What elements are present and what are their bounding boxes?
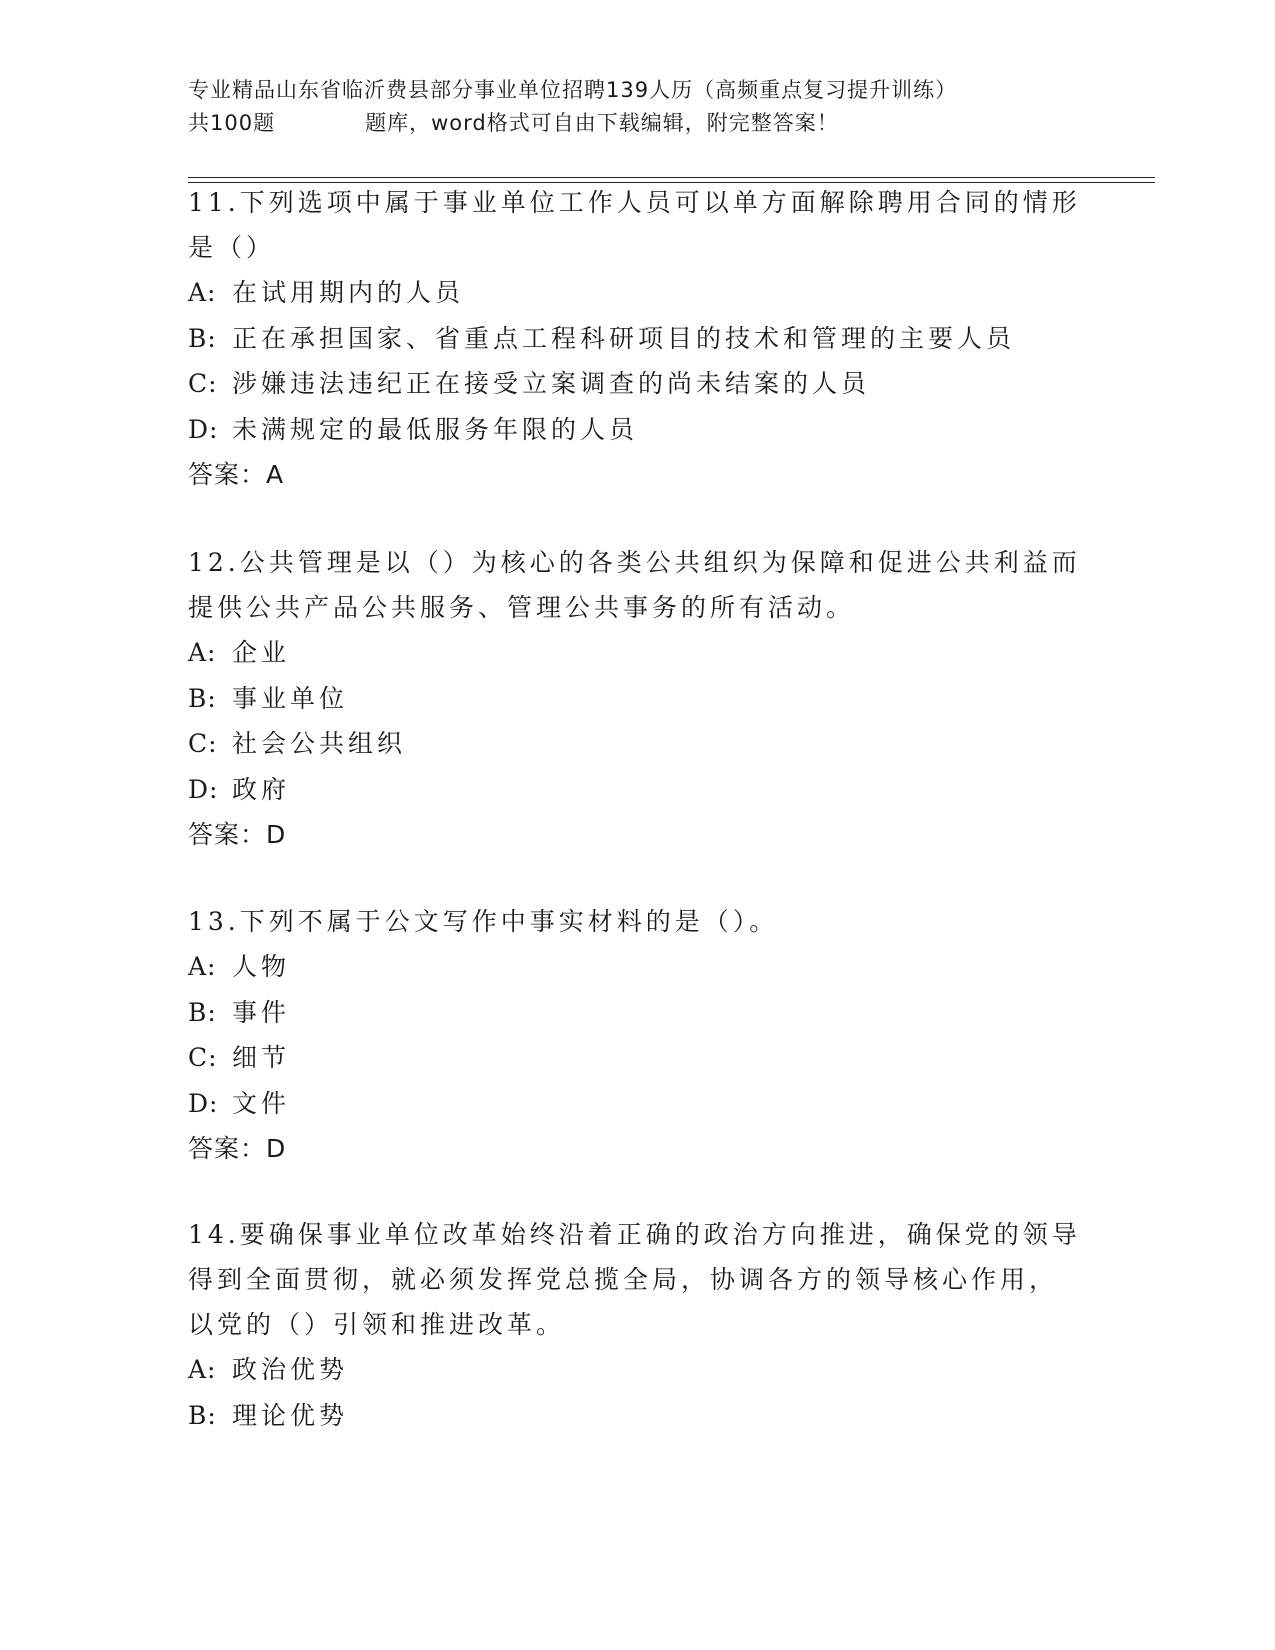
question-stem-line: 得到全面贯彻，就必须发挥党总揽全局，协调各方的领导核心作用， [188, 1265, 1059, 1294]
question-12 [188, 540, 1088, 858]
option-b [188, 990, 1088, 1036]
option-b [188, 676, 1088, 722]
option-letter: C: [188, 1043, 218, 1072]
document-header [188, 74, 1088, 140]
option-text: 政治优势 [232, 1355, 349, 1384]
option-letter: B: [188, 997, 217, 1027]
option-letter: A: [188, 1355, 217, 1384]
option-d [188, 407, 1088, 453]
header-divider-top [188, 177, 1155, 178]
option-text: 涉嫌违法违纪正在接受立案调查的尚未结案的人员 [232, 369, 871, 398]
question-stem-line: 14.要确保事业单位改革始终沿着正确的政治方向推进，确保党的领导 [188, 1220, 1081, 1249]
option-text: 政府 [232, 774, 291, 804]
option-text: 理论优势 [232, 1400, 349, 1430]
header-title: 专业精品山东省临沂费县部分事业单位招聘139人历（高频重点复习提升训练） [188, 78, 958, 102]
question-stem-line: 是（） [188, 233, 276, 262]
option-letter: B: [188, 1400, 217, 1430]
option-letter: D: [188, 414, 219, 444]
option-text: 事件 [232, 997, 291, 1027]
option-a [188, 270, 1088, 316]
question-13 [188, 899, 1088, 1172]
option-a [188, 630, 1088, 676]
question-11 [188, 180, 1088, 498]
answer-line: 答案：A [188, 460, 285, 489]
option-text: 社会公共组织 [232, 729, 407, 758]
option-letter: A: [188, 638, 217, 667]
option-a [188, 1347, 1088, 1393]
option-letter: D: [188, 774, 219, 804]
option-letter: A: [188, 952, 217, 981]
option-c [188, 721, 1088, 767]
option-d [188, 1081, 1088, 1127]
option-text: 企业 [232, 638, 291, 667]
option-c [188, 361, 1088, 407]
option-text: 未满规定的最低服务年限的人员 [232, 414, 639, 444]
header-question-count: 共100题 [188, 111, 276, 135]
option-d [188, 767, 1088, 813]
question-stem-line: 12.公共管理是以（）为核心的各类公共组织为保障和促进公共利益而 [188, 548, 1081, 577]
option-c [188, 1035, 1088, 1081]
option-text: 在试用期内的人员 [232, 278, 465, 307]
option-letter: B: [188, 323, 217, 353]
question-stem-line: 以党的（）引领和推进改革。 [188, 1310, 566, 1339]
question-stem-line: 11.下列选项中属于事业单位工作人员可以单方面解除聘用合同的情形 [188, 188, 1081, 217]
option-b [188, 316, 1088, 362]
question-stem-line: 提供公共产品公共服务、管理公共事务的所有活动。 [188, 593, 856, 622]
option-a [188, 944, 1088, 990]
answer-line: 答案：D [188, 820, 287, 849]
option-text: 细节 [232, 1043, 291, 1072]
option-b [188, 1393, 1088, 1439]
option-text: 事业单位 [232, 683, 349, 713]
header-subtitle [188, 107, 1088, 140]
option-letter: D: [188, 1088, 219, 1118]
option-letter: B: [188, 683, 217, 713]
header-description: 题库，word格式可自由下载编辑，附完整答案！ [365, 111, 839, 135]
option-text: 人物 [232, 952, 291, 981]
option-letter: A: [188, 278, 217, 307]
question-stem-line: 13.下列不属于公文写作中事实材料的是（）。 [188, 907, 779, 936]
answer-line: 答案：D [188, 1134, 287, 1163]
option-letter: C: [188, 729, 218, 758]
option-letter: C: [188, 369, 218, 398]
option-text: 正在承担国家、省重点工程科研项目的技术和管理的主要人员 [232, 323, 1016, 353]
question-14 [188, 1212, 1088, 1438]
option-text: 文件 [232, 1088, 291, 1118]
